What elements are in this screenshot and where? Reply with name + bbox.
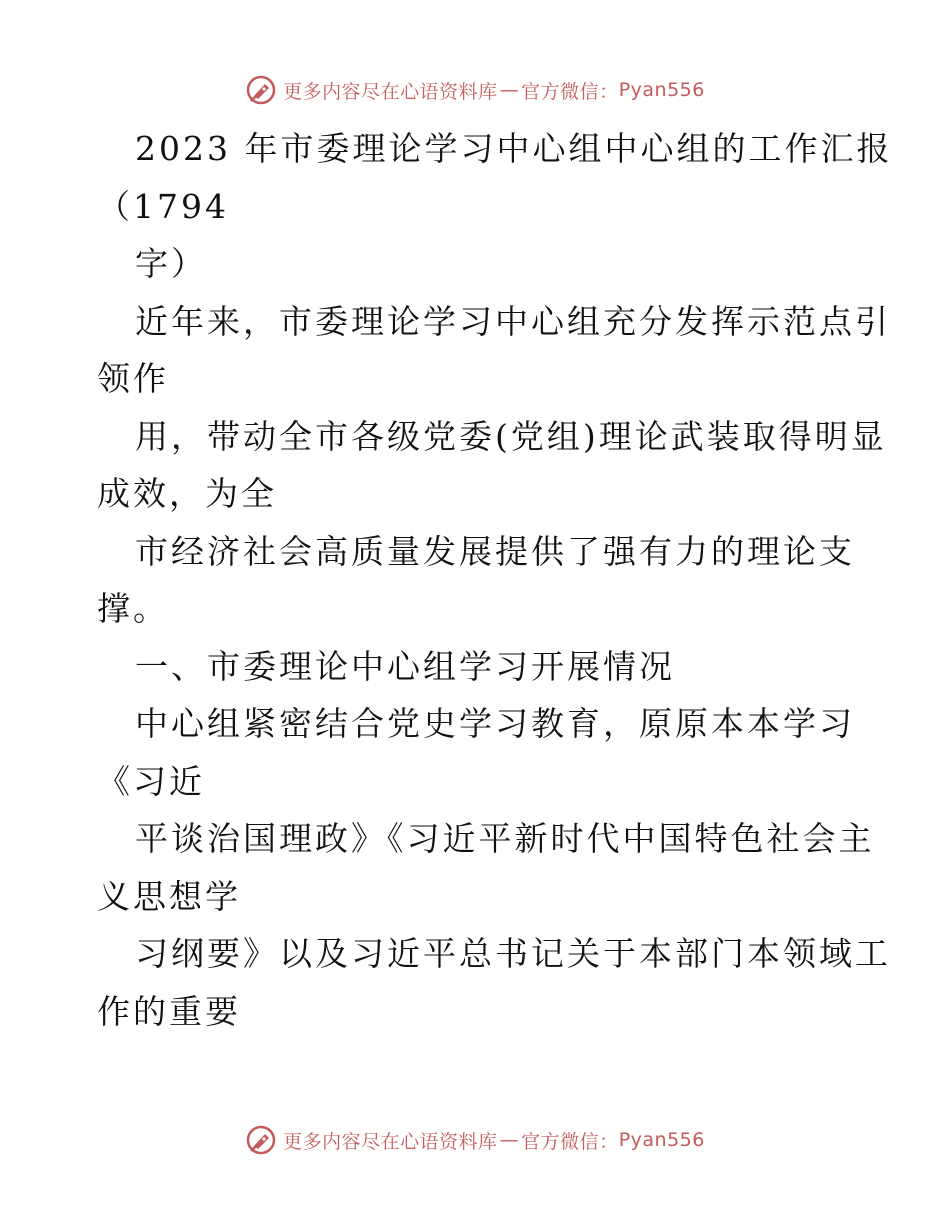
paragraph-line: 《习近 (97, 761, 205, 801)
paragraph-line: 成效，为全 (97, 474, 277, 513)
paragraph-line: 义思想学 (97, 876, 241, 916)
paragraph-line: 用，带动全市各级党委(党组)理论武装取得明显 (135, 416, 887, 456)
document-body (97, 120, 893, 1040)
paragraph-line: 作的重要 (97, 991, 241, 1031)
document-title-line-1: 2023 年市委理论学习中心组中心组的工作汇报 (135, 129, 893, 168)
paragraph-line: 中心组紧密结合党史学习教育，原原本本学习 (135, 704, 855, 743)
watermark-wechat-label: 官方微信： (521, 80, 619, 103)
header-watermark (0, 70, 950, 110)
pen-nib-logo-icon (245, 74, 277, 106)
document-title-line-3: 字） (135, 244, 207, 283)
paragraph-line: 领作 (97, 359, 169, 398)
watermark-text: 更多内容尽在心语资料库 (283, 80, 498, 103)
section-heading: 一、市委理论中心组学习开展情况 (135, 646, 675, 686)
paragraph-line: 习纲要》以及习近平总书记关于本部门本领域工 (135, 934, 891, 973)
watermark-wechat-label: 官方微信： (521, 1130, 619, 1153)
paragraph-line: 近年来，市委理论学习中心组充分发挥示范点引 (135, 301, 891, 341)
watermark-dash: — (499, 79, 520, 101)
watermark-dash: — (499, 1129, 520, 1151)
watermark-wechat-id: Pyan556 (618, 79, 705, 101)
footer-watermark (0, 1120, 950, 1160)
paragraph-line: 平谈治国理政》《习近平新时代中国特色社会主 (135, 819, 875, 858)
paragraph-line: 市经济社会高质量发展提供了强有力的理论支 (135, 531, 855, 571)
watermark-wechat-id: Pyan556 (618, 1129, 705, 1151)
document-title-line-2: （1794 (97, 186, 229, 226)
watermark-text: 更多内容尽在心语资料库 (283, 1130, 498, 1153)
pen-nib-logo-icon (245, 1124, 277, 1156)
paragraph-line: 撑。 (97, 589, 169, 628)
